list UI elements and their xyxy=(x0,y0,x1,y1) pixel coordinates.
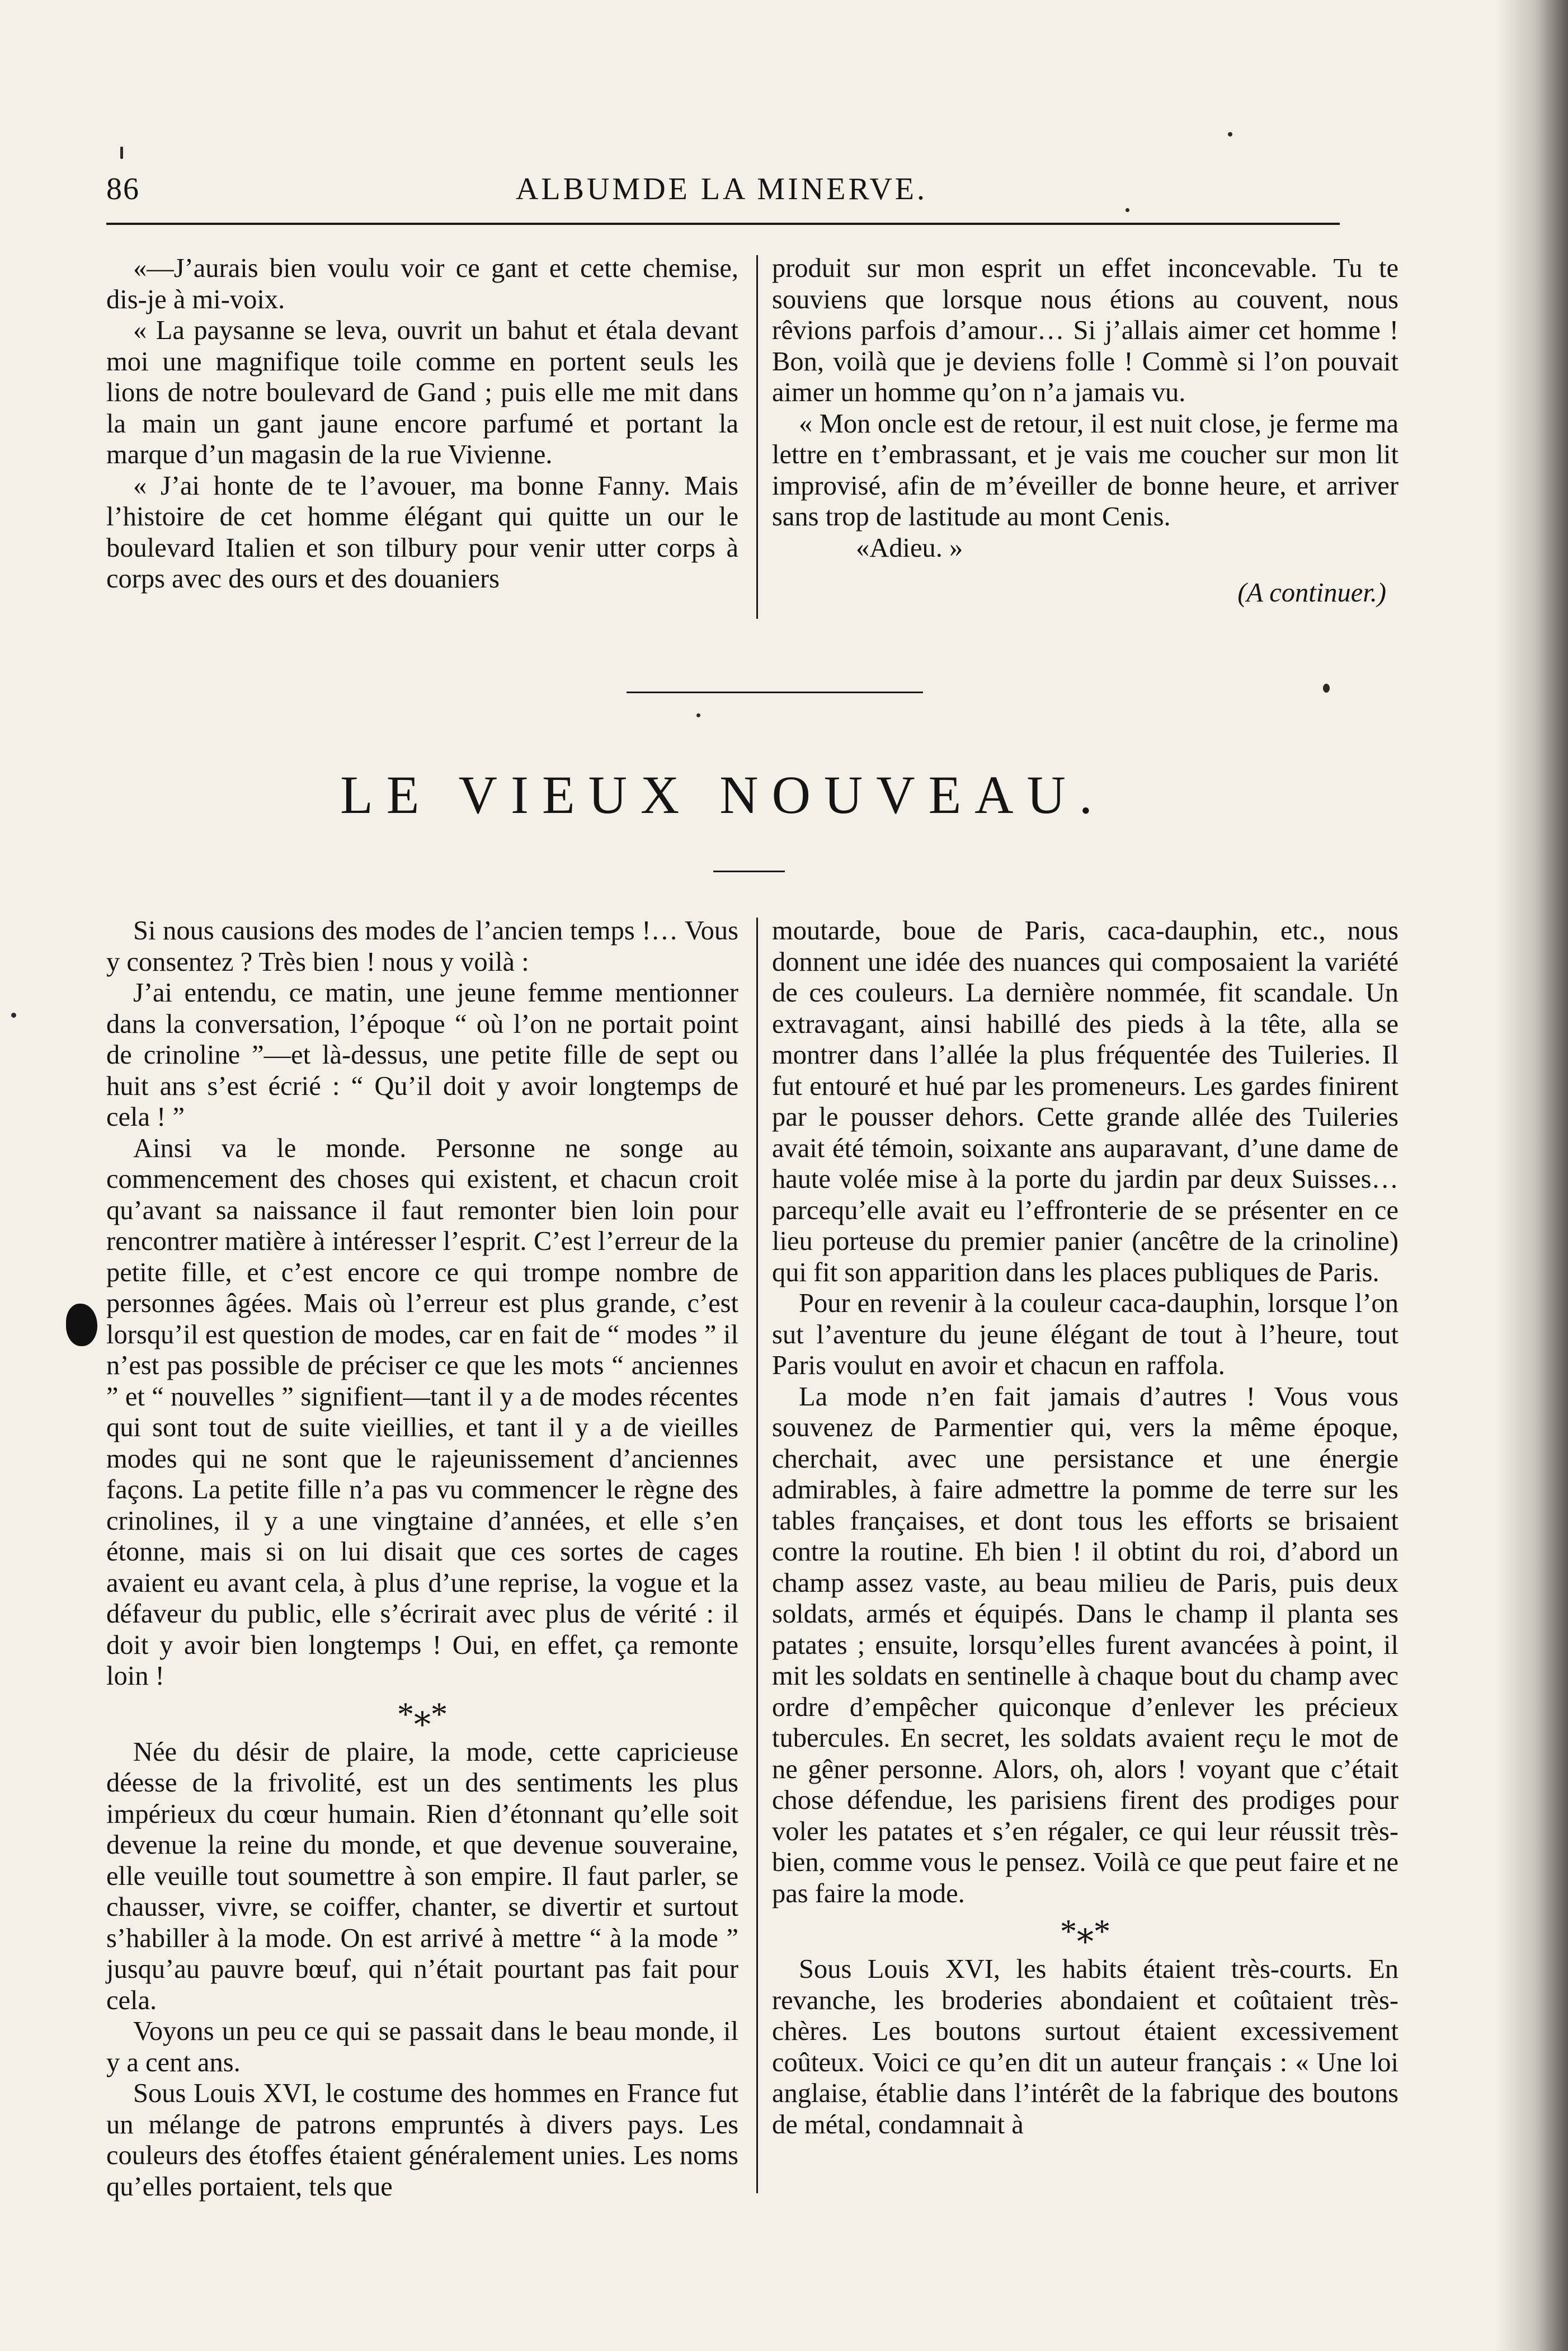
journal-title: ALBUMDE LA MINERVE. xyxy=(515,172,928,206)
continuation-note-block xyxy=(772,577,1399,609)
paragraph: Voyons un peu ce qui se passait dans le beau monde, il y a cent ans. xyxy=(106,2016,738,2077)
continuation-note: (A continuer.) xyxy=(1237,578,1386,608)
paragraph: Ainsi va le monde. Personne ne songe au commencement des choses qui existent, et chacun croit qu’avant sa naissance il faut remonter bien loin pour rencontrer matière à intéresser l’esprit. C’est l’erreur de la petite fille, et c’est encore ce qui trompe nombre de personnes âgées. Mais où l’erreur est plus grande, c’est lorsqu’il est question de modes, car en fait de “ modes ” il n’est pas possible de préciser ce que les mots “ anciennes ” et “ nouvelles ” signifient—tant il y a de modes récentes qui sont tout de suite vieillies, et tant il y a de vieilles modes qui ne sont que le rajeunissement d’anciennes façons. La petite fille n’a pas vu commencer le règne des crinolines, il y a une vingtaine d’années, et elle s’en étonne, mais si on lui disait que ces sortes de cages avaient eu avant cela, à plus d’une reprise, la vogue et la défaveur du public, elle s’écrirait avec plus de vérité : il doit y avoir bien longtemps ! Oui, en effet, ça remonte loin ! xyxy=(106,1133,738,1691)
column-divider xyxy=(756,255,758,619)
ink-speck xyxy=(120,147,123,159)
section-break-asterism: *⁎* xyxy=(1060,1913,1110,1950)
previous-article-right-column xyxy=(772,253,1399,563)
paragraph: « J’ai honte de te l’avouer, ma bonne Fanny. Mais l’histoire de cet homme élégant qui quitte un our le boulevard Italien et son tilbury pour venir utter corps à corps avec des ours et des douaniers xyxy=(106,471,738,594)
article-right-column xyxy=(772,915,1399,2140)
section-break-asterism: *⁎* xyxy=(397,1695,448,1733)
paragraph: produit sur mon esprit un effet inconcevable. Tu te souviens que lorsque nous étions au couvent, nous rêvions parfois d’amour… Si j’allais aimer cet homme ! Bon, voilà que je deviens folle ! Commè si l’on pouvait aimer un homme qu’on n’a jamais vu. xyxy=(772,253,1399,407)
paragraph: «—J’aurais bien voulu voir ce gant et cette chemise, dis-je à mi-voix. xyxy=(106,253,738,314)
previous-article-left-column xyxy=(106,253,738,595)
paragraph: Sous Louis XVI, les habits étaient très-courts. En revanche, les broderies abondaient et coûtaient très-chères. Les boutons surtout étaient excessivement coûteux. Voici ce qu’en dit un auteur français : « Une loi anglaise, établie dans l’intérêt de la fabrique des boutons de métal, condamnait à xyxy=(772,1954,1399,2140)
paragraph: moutarde, boue de Paris, caca-dauphin, etc., nous donnent une idée des nuances qui composaient la variété de ces couleurs. La dernière nommée, fit scandale. Un extravagant, ainsi habillé des pieds à la tête, alla se montrer dans l’allée la plus fréquentée des Tuileries. Il fut entouré et hué par les promeneurs. Les gardes finirent par le pousser dehors. Cette grande allée des Tuileries avait été témoin, soixante ans auparavant, d’une dame de haute volée mise à la porte du jardin par deux Suisses… parcequ’elle avait eu l’effronterie de se présenter en ce lieu porteuse du premier panier (ancêtre de la crinoline) qui fit son apparition dans les places publiques de Paris. xyxy=(772,916,1399,1287)
paragraph: La mode n’en fait jamais d’autres ! Vous vous souvenez de Parmentier qui, vers la même époque, cherchait, avec une persistance et une énergie admirables, à faire admettre la pomme de terre sur les tables françaises, et dont tous les efforts se brisaient contre la routine. Eh bien ! il obtint du roi, d’abord un champ assez vaste, au beau milieu de Paris, puis deux soldats, armés et équipés. Dans le champ il planta ses patates ; ensuite, lorsqu’elles furent avancées à point, il mit les soldats en sentinelle à chaque bout du champ avec ordre d’empêcher quiconque d’enlever les précieux tubercules. En secret, les soldats avaient reçu le mot de ne gêner personne. Alors, oh, alors ! voyant que c’était chose défendue, les parisiens firent des prodiges pour voler les patates et s’en régaler, ce qui leur réussit très-bien, comme vous le pensez. Voilà ce que peut faire et ne pas faire la mode. xyxy=(772,1381,1399,1908)
paragraph: J’ai entendu, ce matin, une jeune femme mentionner dans la conversation, l’époque “ où l’on ne portait point de crinoline ”—et là-dessus, une petite fille de sept ou huit ans s’est écrié : “ Qu’il doit y avoir longtemps de cela ! ” xyxy=(106,978,738,1132)
column-divider xyxy=(756,918,758,2193)
ink-speck xyxy=(11,1013,16,1018)
section-separator-rule xyxy=(627,692,923,693)
header-rule xyxy=(106,223,1340,225)
article-left-column xyxy=(106,915,738,2202)
ink-speck xyxy=(696,713,700,717)
page-number: 86 xyxy=(106,172,140,206)
paragraph: Si nous causions des modes de l’ancien temps !… Vous y consentez ? Très bien ! nous y voilà : xyxy=(106,916,738,977)
article-title: LE VIEUX NOUVEAU. xyxy=(340,765,1106,825)
paragraph: Pour en revenir à la couleur caca-dauphin, lorsque l’on sut l’aventure du jeune élégant de tout à l’heure, tout Paris voulut en avoir et chacun en raffola. xyxy=(772,1289,1399,1380)
paragraph: «Adieu. » xyxy=(856,533,963,563)
running-head xyxy=(106,171,1449,216)
ink-speck xyxy=(1323,684,1330,693)
paragraph: Née du désir de plaire, la mode, cette capricieuse déesse de la frivolité, est un des sentiments les plus impérieux du cœur humain. Rien d’étonnant qu’elle soit devenue la reine du monde, et que devenue souveraine, elle veuille tout soumettre à son empire. Il faut parler, se chausser, vivre, se coiffer, chanter, se divertir et surtout s’habiller à la mode. On est arrivé à mettre “ à la mode ” jusqu’au pauvre bœuf, qui n’était pourtant pas fait pour cela. xyxy=(106,1737,738,2015)
ink-speck xyxy=(1228,132,1232,137)
paragraph: « La paysanne se leva, ouvrit un bahut et étala devant moi une magnifique toile comme en portent seuls les lions de notre boulevard de Gand ; puis elle me mit dans la main un gant jaune encore parfumé et portant la marque d’un magasin de la rue Vivienne. xyxy=(106,316,738,469)
paragraph: « Mon oncle est de retour, il est nuit close, je ferme ma lettre en t’embrassant, et je vais me coucher sur mon lit improvisé, afin de m’éveiller de bonne heure, et arriver sans trop de lastitude au mont Cenis. xyxy=(772,408,1399,532)
page-edge-shadow xyxy=(1495,0,1568,2351)
paragraph: Sous Louis XVI, le costume des hommes en France fut un mélange de patrons empruntés à divers pays. Les couleurs des étoffes étaient généralement unies. Les noms qu’elles portaient, tels que xyxy=(106,2079,738,2202)
ink-blot xyxy=(66,1304,97,1346)
title-underline xyxy=(713,871,785,872)
